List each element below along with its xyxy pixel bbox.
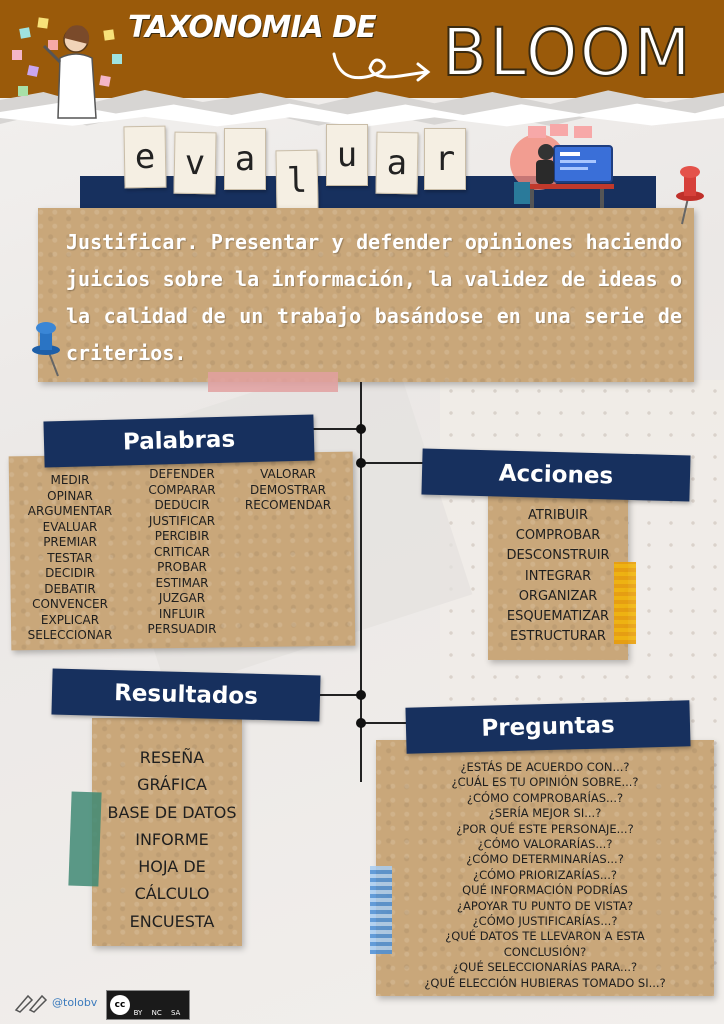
resultado-item: GRÁFICA [137, 775, 207, 795]
preguntas-list [380, 760, 710, 991]
resultados-label: Resultados [51, 669, 320, 722]
curved-arrow-icon [330, 40, 440, 90]
timeline-dot [356, 718, 366, 728]
preguntas-label: Preguntas [405, 700, 690, 753]
pregunta-item: CONCLUSIÓN? [503, 944, 587, 959]
palabra-item: DECIDIR [45, 566, 95, 580]
connector-preguntas [362, 722, 412, 724]
acciones-label: Acciones [421, 449, 690, 502]
accion-item: DESCONSTRUIR [506, 548, 610, 564]
pregunta-item: ¿CÓMO COMPROBARÍAS...? [466, 790, 624, 805]
yellow-gingham-tape [614, 562, 636, 644]
woman-with-notes-illustration [8, 10, 128, 120]
accion-item: ORGANIZAR [518, 588, 598, 604]
palabras-column-2 [134, 467, 230, 638]
palabra-item: EVALUAR [42, 519, 98, 534]
red-pushpin-icon [668, 162, 708, 228]
resultado-item: RESEÑA [139, 748, 205, 767]
accion-item: ATRIBUIR [528, 508, 588, 523]
palabra-item: DEFENDER [149, 467, 215, 481]
palabra-item: ARGUMENTAR [27, 504, 113, 518]
cc-license-badge [106, 990, 190, 1020]
pregunta-item: ¿CÓMO VALORARÍAS...? [477, 837, 613, 852]
accion-item: ESTRUCTURAR [510, 629, 606, 645]
palabra-item: DEBATIR [44, 581, 96, 596]
pregunta-item: ¿CÓMO PRIORIZARÍAS...? [473, 867, 617, 882]
palabra-item: DEMOSTRAR [250, 482, 326, 497]
level-letter-tile: u [326, 124, 368, 186]
resultado-item: ENCUESTA [129, 911, 215, 931]
timeline-dot [356, 424, 366, 434]
palabra-item: PROBAR [157, 560, 207, 574]
level-letter-tile: e [123, 126, 166, 189]
level-letter-tile: a [375, 132, 418, 195]
resultado-item: HOJA DE [138, 857, 206, 877]
pregunta-item: ¿CUÁL ES TU OPINIÓN SOBRE...? [451, 775, 639, 790]
pregunta-item: ¿ESTÁS DE ACUERDO CON...? [460, 760, 630, 774]
resultado-item: INFORME [135, 829, 209, 849]
connector-resultados [320, 694, 360, 696]
palabra-item: ESTIMAR [155, 575, 209, 590]
pregunta-item: ¿APOYAR TU PUNTO DE VISTA? [456, 898, 634, 913]
palabra-item: RECOMENDAR [244, 498, 332, 512]
cc-logo-icon: cc [110, 995, 130, 1015]
palabra-item: COMPARAR [148, 482, 216, 497]
pregunta-item: ¿SERÍA MEJOR SI...? [488, 806, 602, 821]
header-title-small: TAXONOMIA DE [128, 10, 376, 45]
pregunta-item: ¿QUÉ DATOS TE LLEVARON A ESTA [445, 929, 645, 944]
palabra-item: MEDIR [50, 473, 90, 487]
timeline-dot [356, 690, 366, 700]
palabra-item: VALORAR [260, 467, 316, 481]
header-title-big: BLOOM [442, 14, 693, 91]
resultado-item: CÁLCULO [134, 884, 210, 904]
level-letter-tile: l [275, 150, 318, 213]
palabras-column-1 [20, 473, 120, 644]
pregunta-item: ¿POR QUÉ ESTE PERSONAJE...? [456, 821, 634, 836]
palabra-item: OPINAR [47, 488, 93, 503]
accion-item: INTEGRAR [524, 568, 592, 584]
blue-gingham-tape [370, 866, 392, 954]
palabra-item: SELECCIONAR [27, 628, 113, 642]
pregunta-item: ¿QUÉ ELECCIÓN HUBIERAS TOMADO SI...? [424, 975, 666, 990]
palabra-item: PERCIBIR [154, 529, 210, 543]
pregunta-item: QUÉ INFORMACIÓN PODRÍAS [462, 883, 628, 898]
level-letter-tile: v [173, 132, 216, 195]
level-letter-tile: r [424, 128, 466, 190]
author-handle: @tolobv [52, 996, 98, 1009]
palabra-item: JUZGAR [158, 591, 206, 605]
acciones-list [488, 506, 628, 647]
cc-by-label: BY [133, 1009, 143, 1017]
cc-nc-label: NC [151, 1009, 162, 1017]
green-tape [68, 792, 101, 887]
palabra-item: EXPLICAR [40, 612, 100, 627]
accion-item: ESQUEMATIZAR [506, 609, 610, 625]
palabras-column-3 [240, 467, 336, 514]
pink-tape [208, 372, 338, 392]
pencil-icon [14, 992, 48, 1014]
pregunta-item: ¿CÓMO DETERMINARÍAS...? [466, 852, 624, 867]
level-letter-tile: a [224, 128, 266, 190]
computer-workstation-illustration [508, 122, 618, 214]
resultados-list [92, 744, 252, 935]
resultado-item: BASE DE DATOS [107, 802, 237, 822]
palabra-item: DEDUCIR [154, 498, 210, 512]
palabra-item: CONVENCER [32, 597, 108, 611]
palabra-item: TESTAR [47, 550, 93, 565]
definition-text: Justificar. Presentar y defender opiniones haciendo juicios sobre la información, la validez de ideas o la calidad de un trabajo basándose en una serie de criterios. [66, 230, 682, 365]
palabras-label: Palabras [43, 414, 314, 467]
connector-acciones [362, 462, 426, 464]
palabra-item: CRITICAR [153, 544, 211, 559]
palabra-item: INFLUIR [158, 606, 206, 621]
pregunta-item: ¿QUÉ SELECCIONARÍAS PARA...? [452, 960, 638, 975]
connector-palabras [310, 428, 360, 430]
cc-sa-label: SA [170, 1009, 181, 1017]
palabra-item: PERSUADIR [147, 622, 217, 636]
timeline-dot [356, 458, 366, 468]
palabra-item: JUSTIFICAR [148, 513, 216, 528]
accion-item: COMPROBAR [515, 528, 601, 544]
palabra-item: PREMIAR [43, 535, 97, 549]
pregunta-item: ¿CÓMO JUSTIFICARÍAS...? [472, 914, 618, 929]
blue-pushpin-icon [24, 320, 68, 380]
